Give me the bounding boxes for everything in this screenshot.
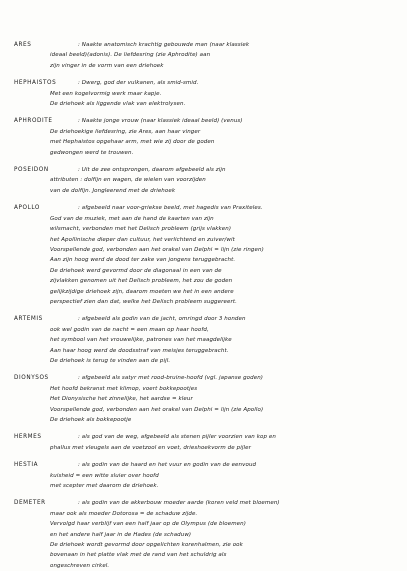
entry-line: : als godin van de akkerbouw moeder aarde (koren veld met bloemen) [78,500,280,507]
entry-line: : afgebeeld naar voor-griekse beeld, met hagedis van Praxiteles. [78,205,263,212]
entry-line: Het hoofd bekranst met klimop, voert bokkepootjes [50,385,198,392]
entry-line: Aan haar hoog werd de doodsstraf van meisjes teruggebracht. [50,347,229,354]
entry-hermes [14,432,393,453]
entry-line: het symbool van het vrouwelijke, patrones van het maagdelijke [50,337,232,344]
entry-name: APOLLO [14,205,41,212]
entry-line: wilsmacht, verbonden met het Delisch probleem (grijs vlakken) [50,226,232,233]
entry-line: Met een kogelvormig werk maar kapje. [50,90,162,97]
entry-line: Aan zijn hoog werd de dood ter zake van jongens teruggebracht. [50,257,236,264]
entry-line: De driehoek wordt gevormd door opgelichten korenhalmen, zie ook [50,542,243,549]
entry-line: Voorspellende god, verbonden aan het orakel van Delphi = lijn (zie Apollo) [50,406,264,413]
entry-name: DEMETER [14,500,46,507]
entry-apollo [14,203,393,307]
entry-name: ARTEMIS [14,316,43,323]
entry-name: HERMES [14,434,42,441]
entry-line: De driehoek als liggende vlak van elektrolysen. [50,101,186,108]
entry-line: gelijkzijdige driehoek zijn, daarom moeten we het in een andere [50,288,234,295]
entry-line: attributen : dolfijn en wagen, de wielen van voorzijden [50,177,206,184]
entry-line: van de dolfijn. Jongleerend met de driehoek [50,187,176,194]
entry-line: : Uit de zee ontsprongen, daarom afgebeeld als zijn [78,167,226,174]
entry-name: ARES [14,42,32,48]
entry-line: : afgebeeld als satyr met rood-bruine-hoofd (vgl. japanse goden) [78,375,264,382]
entry-name: APHRODITE [14,118,53,125]
entry-line: maar ook als moeder Dotorosa = de schaduw zijde. [50,510,198,517]
entry-line: gedwongen werd te trouwen. [50,149,134,156]
entry-line: De driehoek werd gevormd door de diagonaal in een van de [50,267,222,274]
entry-line: kuisheid = een witte sluier over hoofd [50,472,159,479]
entry-line: De driehoek is terug te vinden aan de pijl. [50,357,171,364]
entry-line: zijvlakken genomen uit het Delisch probleem, het zou de goden [50,278,233,285]
entry-name: HESTIA [14,462,39,469]
entry-name: HEPHAISTOS [14,80,57,87]
entry-name: POSEIDON [14,167,49,174]
entry-line: Vervolgd haar verblijf van een half jaar op de Olympus (de bloemen) [50,521,246,528]
entry-aphrodite [14,116,393,158]
entry-line: zijn vinger in de vorm van een driehoek [50,62,164,69]
entry-ares [14,40,393,71]
entry-line: : als god van de weg, afgebeeld als stenen pijler voorzien van kop en [78,434,276,441]
entry-line: Voorspellende god, verbonden aan het orakel van Delphi = lijn (zie ringen) [50,246,264,253]
entry-artemis [14,314,393,366]
entry-line: Het Dionysische het zinnelijke, het aardse = kleur [50,396,193,403]
entry-line: De driehoekige liefdesring, zie Ares, aan haar vinger [50,128,201,135]
entry-line: perspectief zien dan dat, welke het Delisch probleem suggereert. [50,298,237,305]
entry-line: : Naakte jonge vrouw (naar klassiek ideaal beeld) (venus) [78,118,243,125]
entry-line: God van de muziek, met aan de hand de kaarten van zijn [50,215,214,222]
entry-line: : Dwerg, god der vulkanen, als smid-smid. [78,80,199,87]
entry-poseidon [14,165,393,196]
entry-line: : afgebeeld als godin van de jacht, omringd door 3 honden [78,316,246,323]
entry-name: DIONYSOS [14,375,49,382]
entry-line: : als godin van de haard en het vuur en godin van de eenvoud [78,462,257,469]
entry-hephaistos [14,78,393,109]
entry-line: ideaal beeld)(adonis). De liefdesring (zie Aphrodite) aan [50,52,211,59]
entry-line: ongeschreven cirkel. [50,562,110,569]
entry-line: bovenaan in het platte vlak met de rand van het schuldrig als [50,552,227,559]
entry-line: met scepter met daarom de driehoek. [50,483,159,490]
entry-line: ook wel godin van de nacht = een maan op haar hoofd, [50,326,209,333]
entry-line: De driehoek als bokkepootje [50,417,132,423]
entry-demeter [14,498,393,571]
entry-line: : Naakte anatomisch krachtig gebouwde man (naar klassiek [78,42,250,48]
entry-line: phallus met vleugels aan de voetzool en voet, drieshoekvorm de pijler [50,444,251,451]
entry-hestia [14,460,393,491]
entry-line: het Apollinische dieper dan cultuur, het verlichtend en zuiver/wit [50,236,235,243]
entry-dionysos [14,373,393,425]
entry-line: met Hephaistos opgehaar arm, met wie zij door de goden [50,139,215,146]
entry-line: en het andere half jaar in de Hades (de schaduw) [50,531,192,538]
